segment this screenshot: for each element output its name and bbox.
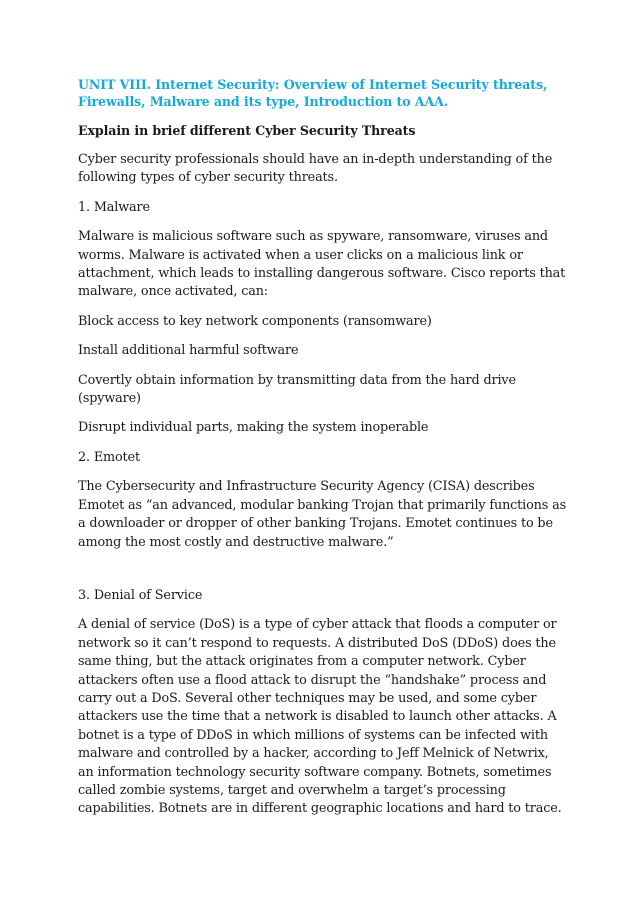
question-heading: Explain in brief different Cyber Security Threats [78,123,416,138]
emotet-title: 2. Emotet [78,449,140,465]
dos-description: A denial of service (DoS) is a type of cyber attack that floods a computer or network so it can’t respond to requests. A distributed DoS (DDoS) does the same thing, but the attack originates from a computer network. Cyber attackers often use a flood attack to disrupt the “handshake” process and carry out a DoS. Several other techniques may be used, and some cyber attackers use the time that a network is disabled to launch other attacks. A botnet is a type of DDoS in which millions of systems can be infected with malware and controlled by a hacker, according to Jeff Melnick of Netwrix, an information technology security software company. Botnets, sometimes called zombie systems, target and overwhelm a target’s processing capabilities. Botnets are in different geographic locations and hard to trace. [78,617,562,817]
emotet-description: The Cybersecurity and Infrastructure Security Agency (CISA) describes Emotet as “an advanced, modular banking Trojan that primarily functions as a downloader or dropper of other banking Trojans. Emotet continues to be among the most costly and destructive malware.” [78,479,566,550]
intro-paragraph: Cyber security professionals should have an in-depth understanding of the following types of cyber security threats. [78,152,553,186]
malware-title: 1. Malware [78,199,150,215]
unit-heading: UNIT VIII. Internet Security: Overview of Internet Security threats, Firewalls, Malware and its type, Introduction to AAA. [78,77,548,109]
malware-item: Disrupt individual parts, making the system inoperable [78,420,429,436]
document-page [78,76,568,830]
section-spacer [78,563,568,587]
malware-item: Block access to key network components (ransomware) [78,313,432,329]
malware-item: Install additional harmful software [78,343,299,359]
dos-title: 3. Denial of Service [78,587,203,603]
malware-description: Malware is malicious software such as spyware, ransomware, viruses and worms. Malware is activated when a user clicks on a malicious link or attachment, which leads to installing dangerous software. Cisco reports that malware, once activated, can: [78,229,566,300]
malware-item: Covertly obtain information by transmitting data from the hard drive (spyware) [78,372,516,407]
